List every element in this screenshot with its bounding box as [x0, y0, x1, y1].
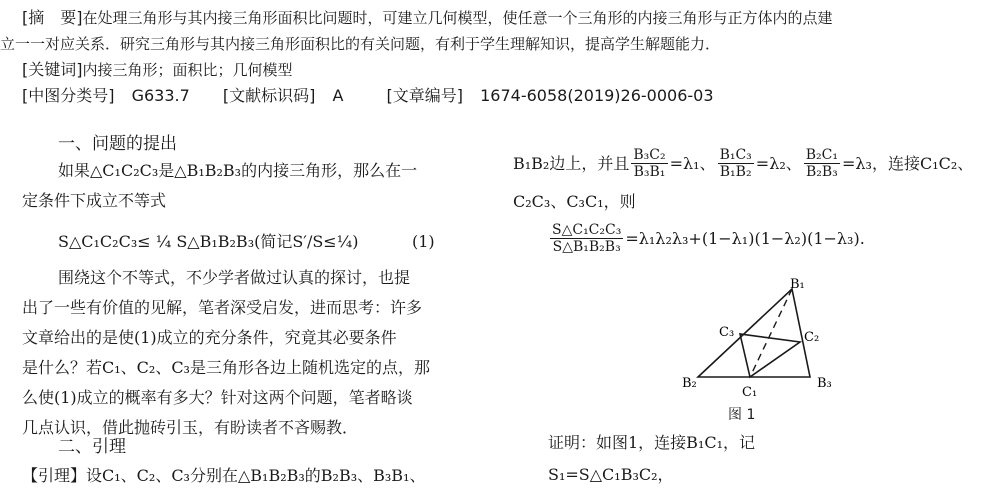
area-ratio-fraction	[550, 222, 623, 255]
abstract-line-2: 立一一对应关系．研究三角形与其内接三角形面积比的有关问题，有利于学生理解知识，提高学生解题能力．	[0, 35, 721, 53]
para1-line2: 定条件下成立不等式	[22, 191, 167, 210]
abstract-line-1	[22, 8, 833, 28]
label-b3: B₃	[817, 376, 832, 391]
label-b1: B₁	[790, 277, 805, 292]
label-c1: C₁	[742, 385, 758, 400]
label-b2: B₂	[682, 376, 697, 391]
clc-value: G633.7	[131, 86, 190, 105]
lambda2-text: =λ₂、	[755, 153, 802, 173]
area-ratio-den: S△B₁B₂B₃	[552, 239, 621, 255]
para1-line1: 如果△C₁C₂C₃是△B₁B₂B₃的内接三角形，那么在一	[58, 161, 418, 180]
fraction-lambda1-den: B₃B₁	[633, 164, 666, 180]
lemma-line: 【引理】设C₁、C₂、C₃分别在△B₁B₂B₃的B₂B₃、B₃B₁、	[22, 466, 426, 485]
inner-triangle	[740, 334, 800, 377]
lambda1-text: =λ₁、	[669, 153, 716, 173]
para2-line1: 围绕这个不等式，不少学者做过认真的探讨，也提	[58, 268, 411, 287]
lambda3-text: =λ₃，连接C₁C₂、	[842, 153, 974, 173]
doc-code-label: [文献标识码]	[222, 86, 316, 105]
para2-line4: 是什么？若C₁、C₂、C₃是三角形各边上随机选定的点，那	[22, 358, 430, 377]
inequality-1-tag: (1)	[412, 232, 435, 251]
proof-line-1: 证明：如图1，连接B₁C₁，记	[548, 433, 756, 452]
figure-1-caption: 图 1	[728, 407, 756, 423]
keywords-row	[22, 60, 293, 80]
lemma-connect-line: C₂C₃、C₃C₁，则	[513, 192, 636, 211]
para2-line6: 几点认识，借此抛砖引玉，有盼读者不吝赐教．	[22, 418, 359, 437]
abstract-text-1: 在处理三角形与其内接三角形面积比问题时，可建立几何模型，使任意一个三角形的内接三角形与正方体内的点建	[82, 9, 833, 27]
proof-line-2: S₁=S△C₁B₃C₂，	[548, 465, 674, 484]
label-c3: C₃	[719, 325, 735, 340]
section-2-title: 二、引理	[58, 437, 126, 457]
lemma-conditions-prefix: B₁B₂边上，并且	[513, 153, 630, 173]
fraction-lambda3	[804, 147, 840, 180]
lemma-conditions-line	[513, 147, 973, 180]
article-no-label: [文章编号]	[386, 86, 464, 105]
clc-label: [中图分类号]	[22, 86, 115, 105]
fraction-lambda1-num: B₃C₂	[633, 147, 666, 163]
fraction-lambda3-num: B₂C₁	[805, 147, 838, 163]
figure-1-triangle	[670, 276, 840, 406]
fraction-lambda1	[631, 147, 667, 180]
area-ratio-equation	[548, 222, 865, 255]
inequality-1: S△C₁C₂C₃≤ ¼ S△B₁B₂B₃(简记S′/S≤¼)	[58, 232, 359, 251]
outer-triangle	[698, 289, 810, 377]
doc-code-value: A	[332, 86, 344, 105]
fraction-lambda2	[718, 147, 754, 180]
classification-row	[22, 86, 714, 106]
article-no-value: 1674-6058(2019)26-0006-03	[480, 86, 714, 105]
dashed-b1-c1	[750, 289, 792, 377]
para2-line3: 文章给出的是使(1)成立的充分条件，究竟其必要条件	[22, 328, 397, 347]
fraction-lambda2-den: B₁B₂	[719, 164, 752, 180]
para2-line5: 么使(1)成立的概率有多大？针对这两个问题，笔者略谈	[22, 388, 413, 407]
area-ratio-num: S△C₁C₂C₃	[552, 222, 622, 238]
fraction-lambda2-num: B₁C₃	[719, 147, 752, 163]
fraction-lambda3-den: B₂B₃	[805, 164, 838, 180]
keywords-text: 内接三角形；面积比；几何模型	[82, 61, 293, 79]
area-ratio-rhs: =λ₁λ₂λ₃+(1−λ₁)(1−λ₂)(1−λ₃).	[625, 228, 865, 248]
abstract-label: [摘 要]	[22, 8, 83, 27]
section-1-title: 一、问题的提出	[58, 134, 177, 154]
keywords-label: [关键词]	[22, 60, 83, 79]
label-c2: C₂	[804, 330, 820, 345]
para2-line2: 出了一些有价值的见解，笔者深受启发，进而思考：许多	[22, 298, 423, 317]
